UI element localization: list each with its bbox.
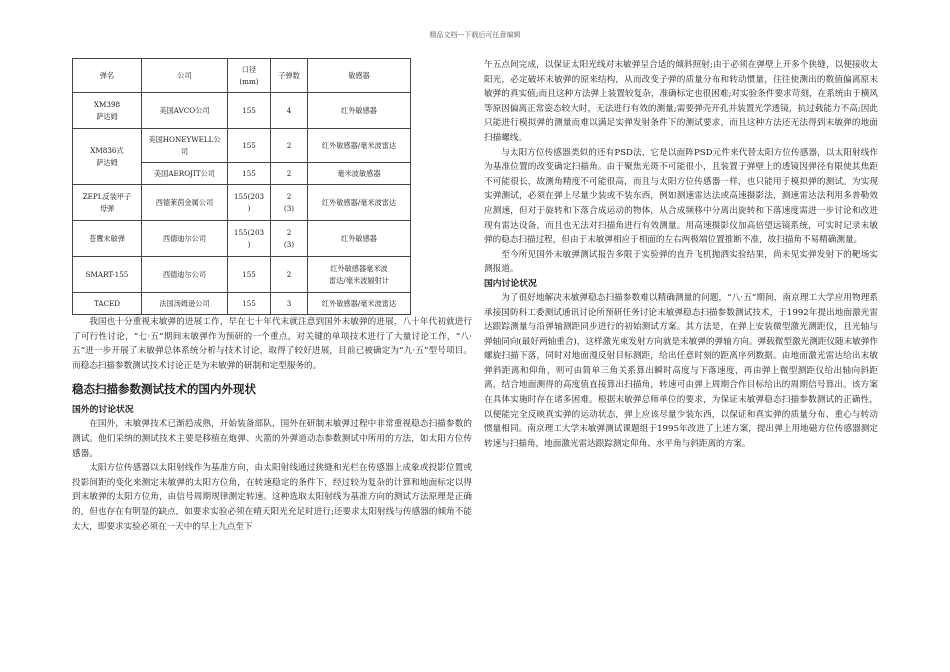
header-name: 弹名 (73, 59, 142, 93)
sensor-line: 雷达/毫米波辐射计 (329, 275, 389, 285)
paragraph-domestic-development: 我国也十分重视末敏弹的进展工作，早在七十年代末就注意到国外末敏弹的进展，八十年代初就进行了可行性讨论，“七·五”期间末敏弹作为预研的一个重点，对关键的单项技术进行了大量讨论工作，“八·五”进一步开展了末敏弹总体系统分析与技术讨论，取得了较好进展，目前已被确定为“九·五”型号项目。而稳态扫描参数测试技术讨论正是为末敏弹的研制和定型服务的。 (72, 317, 472, 371)
header-sensor: 敏感器 (308, 59, 411, 93)
cell-sensor: 红外敏感器/毫米波雷达 (308, 129, 411, 163)
paragraph-domestic-research: 为了很好地解决末敏弹稳态扫描参数难以精确测量的问题，“八·五”期间，南京理工大学应用物理系承接国防科工委测试通讯讨论所预研任务讨论末敏弹稳态扫描参数测试技术，于1992年提出地面激光雷达跟踪测量与沿弹轴测距同步进行的初始测试方案。其方法是，在弹上安装微型激光测距仪，且光轴与弹轴同向(最好两轴重合)，这样激光束发射方向就是末敏弹的弹轴方向。弹载微型激光测距仪随末敏弹作螺旋扫描下落，同时对地面漫反射目标测距，给出任意时刻的距离序列数据。由地面激光雷达给出末敏弹斜距离和仰角，则可由简单三角关系算出瞬时高度与下落速度，再由弹上微型测距仪给出轴向斜距离，结合地面测得的高度值直接算出扫描角，转速可由弹上周期合作目标给出的周期信号算出。该方案在具体实施时存在诸多困难。根据末敏弹总师单位的要求，为保证末敏弹稳态扫描参数测试的正确性，以便能完全反映真实弹的运动状态，弹上应该尽量少装东西，以保证和真实弹的质量分布、重心与转动惯量相同。南京理工大学末敏弹测试课题组于1995年改进了上述方案，提出弹上用地磁方位传感器测定转速与扫描角，地面激光雷达跟踪测定仰角、水平角与斜距离的方案。 (484, 292, 878, 449)
caliber-line: 155(203 (233, 191, 265, 201)
cell-count: 2 (271, 163, 308, 185)
cell-count: 3 (271, 293, 308, 315)
cell-caliber: 155 (228, 163, 271, 185)
header-caliber (228, 59, 271, 93)
table-header-row (73, 59, 411, 93)
table-row (73, 257, 411, 293)
name-line: XM398 (93, 99, 121, 109)
cell-company: 西德迪尔公司 (142, 221, 228, 257)
cell-caliber: 155 (228, 93, 271, 129)
subsection-heading-domestic: 国内讨论状况 (484, 278, 537, 289)
count-line: (3) (283, 203, 295, 213)
name-line: 母弹 (99, 203, 115, 213)
cell-count (271, 221, 308, 257)
header-caliber-label: 口径 (241, 64, 257, 74)
cell-caliber: 155 (228, 293, 271, 315)
name-line: ZEPL反装甲子 (82, 191, 132, 201)
company-line: 美国HONEYWELL公 (148, 134, 221, 144)
paragraph-sun-sensor: 太阳方位传感器以太阳射线作为基准方向，由太阳射线通过狭缝和光栏在传感器上成象或投影位置或投影间距的变化来测定末敏弹的太阳方位角，在转速稳定的条件下，经过较为复杂的计算和地面标定以得到末敏弹的太阳方位角，由信号周期规律测定转速。这种选取太阳射线为基准方向的测试方法原理是正确的，但也存在有明显的缺点，如要求实验必须在晴天阳光充足时进行;还要求太阳射线与传感器的倾角不能太大，即要求实验必须在一天中的早上九点至下 (72, 463, 472, 532)
caliber-line: 155(203 (233, 227, 265, 237)
table-row (73, 185, 411, 221)
cell-company: 西德迪尔公司 (142, 257, 228, 293)
sensor-line: 红外敏感器毫米波 (330, 263, 388, 273)
name-line: XM836式 (90, 145, 124, 155)
cell-sensor: 红外敏感器/毫米波雷达 (308, 185, 411, 221)
page-watermark: 精品文档---下载后可任意编辑 (429, 31, 521, 39)
header-company: 公司 (142, 59, 228, 93)
header-count: 子弹数 (271, 59, 308, 93)
section-heading: 稳态扫描参数测试技术的国内外现状 (72, 382, 256, 397)
munition-table (72, 58, 411, 315)
cell-name (73, 185, 142, 221)
cell-caliber: 155 (228, 129, 271, 163)
cell-count (271, 185, 308, 221)
subsection-heading-foreign: 国外的讨论状况 (72, 405, 134, 416)
count-line: 2 (286, 227, 292, 237)
cell-company: 美国AEROJIT公司 (142, 163, 228, 185)
header-caliber-unit: (mm) (239, 76, 259, 86)
paragraph-foreign-reports: 至今所见国外末敏弹测试报告多限于实验弹的直升飞机抛洒实验结果，尚未见实弹发射下的靶场实测报道。 (484, 249, 878, 275)
left-column (72, 58, 472, 534)
right-column (484, 58, 878, 451)
cell-company: 法国汤姆逊公司 (142, 293, 228, 315)
company-line: 司 (180, 146, 189, 156)
cell-name: SMART-155 (73, 257, 142, 293)
cell-sensor: 毫米波敏感器 (308, 163, 411, 185)
paragraph-sun-sensor-continued: 午五点间完成，以保证太阳光线对末敏弹呈合适的倾斜照射;由于必须在弹壁上开多个狭缝，以便接收太阳光，必定破坏末敏弹的原来结构，从而改变子弹的质量分布和转动惯量，往往使测出的数值偏离原末敏弹的真实值;而且这种方法弹上装置较复杂，准确标定也很困难;对实验条件要求苛刻，在系统由于横风等原因偏离正常姿态较大时，无法进行有效的测量;需要弹壳开孔并装置光学透镜，抗过载能力不高;因此只能进行模拟弹的测量而难以满足实弹发射条件下的测试要求，而且这种方法还无法得到末敏弹的地面扫描螺线。 (484, 60, 878, 143)
name-line: 萨达姆 (96, 111, 118, 121)
name-line: 萨达姆 (96, 157, 118, 167)
count-line: (3) (283, 239, 295, 249)
caliber-line: ) (247, 203, 251, 213)
cell-name (73, 93, 142, 129)
paragraph-foreign-status: 在国外，末敏弹技术已渐趋成熟，开始装备部队，国外在研制末敏弹过程中非常重视稳态扫描参数的测试。他们采纳的测试技术主要是移植在炮弹、火箭的外弹道动态参数测试中所用的方法，如太阳方位传感器。 (72, 419, 472, 459)
cell-company: 西德莱茵金属公司 (142, 185, 228, 221)
table-row (73, 293, 411, 315)
cell-sensor (308, 257, 411, 293)
count-line: 2 (286, 191, 292, 201)
cell-count: 2 (271, 129, 308, 163)
cell-count: 2 (271, 257, 308, 293)
cell-name (73, 129, 142, 185)
cell-caliber: 155 (228, 257, 271, 293)
cell-company: 美国AVCO公司 (142, 93, 228, 129)
table-row (73, 221, 411, 257)
cell-sensor: 红外敏感器/毫米波雷达 (308, 293, 411, 315)
cell-sensor: 红外敏感器 (308, 221, 411, 257)
table-row (73, 93, 411, 129)
cell-name: TACED (73, 293, 142, 315)
cell-sensor: 红外敏感器 (308, 93, 411, 129)
caliber-line: ) (247, 239, 251, 249)
cell-name: 苍鹰末敏弹 (73, 221, 142, 257)
cell-count: 4 (271, 93, 308, 129)
table-row (73, 129, 411, 163)
paragraph-psd-method: 与太阳方位传感器类似的还有PSD法，它是以面阵PSD元件来代替太阳方位传感器，以太阳射线作为基准位置的改变确定扫描角。由于聚焦光斑不可能很小，且装置于弹壁上的透镜因弹径有限使其焦距不可能很长，故测角精度不可能很高，而且与太阳方位传感器一样，也只能用于模拟弹的测试。为实现实弹测试，必须在弹上尽量少装或不装东西，例如测速雷达法或高速摄影法，测速雷达法利用多普勒效应测速，但对于旋转和下落合成运动的物体，从合成频移中分离出旋转和下落速度需进一步讨论和改进现有雷达设备，而且也无法对扫描角进行有效测量。用高速摄影仪加高倍望远镜系统，可实时记录末敏弹的稳态扫描过程，但由于末敏弹相应于相面的左右两极端位置推断不准，故扫描角不易精确测量。 (484, 147, 878, 246)
cell-caliber (228, 185, 271, 221)
cell-caliber (228, 221, 271, 257)
cell-company (142, 129, 228, 163)
